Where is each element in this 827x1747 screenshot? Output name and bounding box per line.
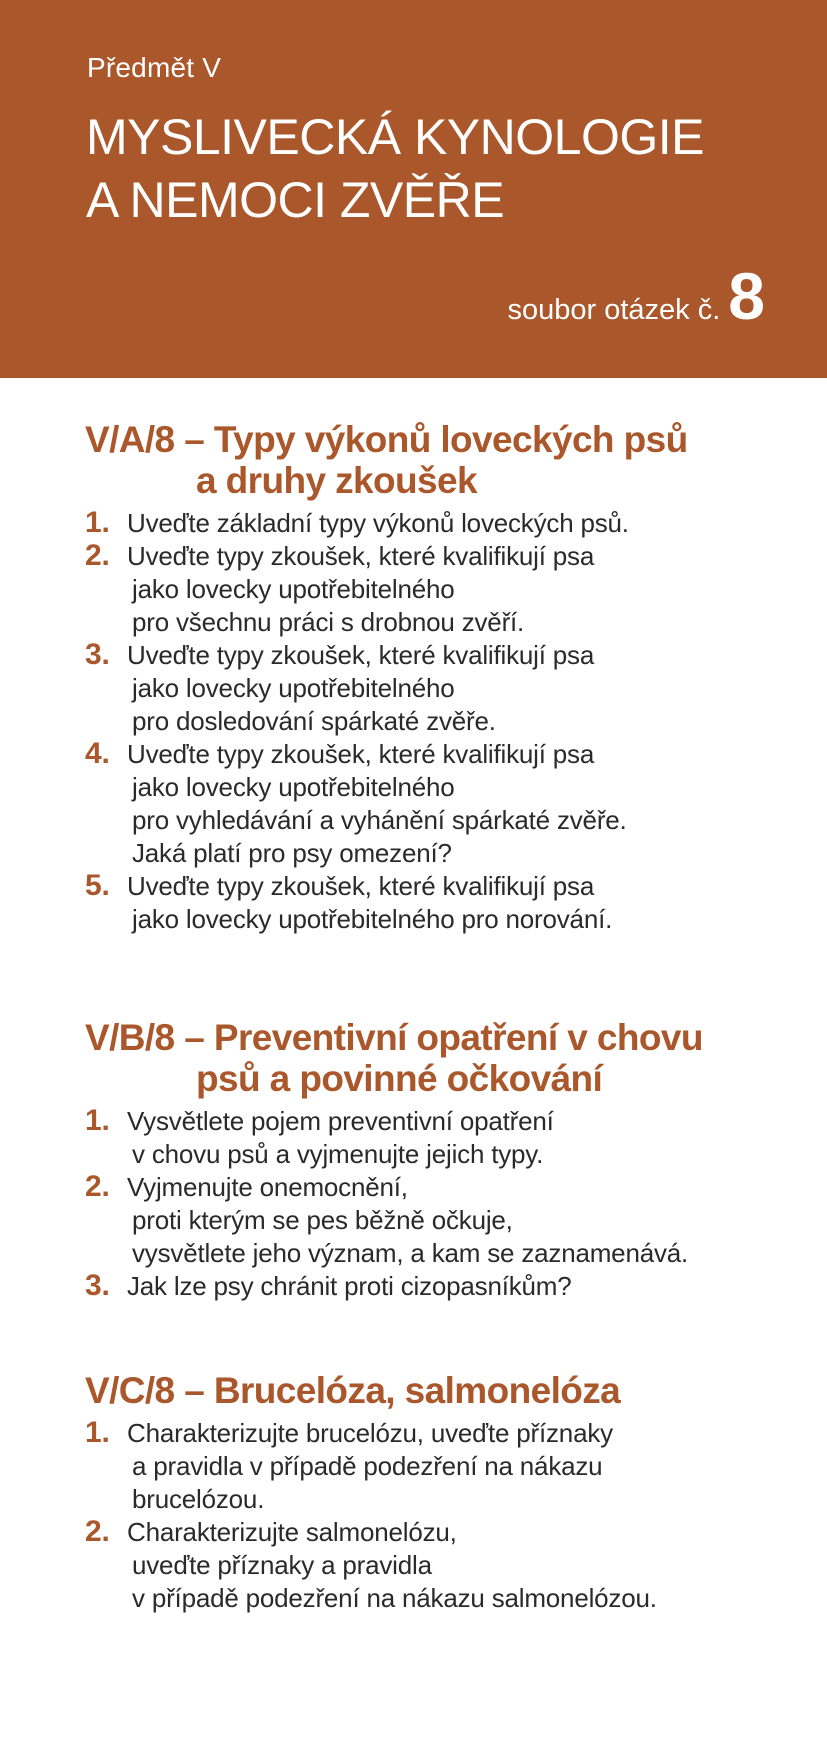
question-text-line: Jak lze psy chránit proti cizopasníkům? [127, 1271, 572, 1301]
section-title-line-1: V/A/8 – Typy výkonů loveckých psů [85, 419, 688, 460]
title-line-1: MYSLIVECKÁ KYNOLOGIE [86, 109, 704, 165]
question-text-line: pro vyhledávání a vyhánění spárkaté zvěře. [132, 805, 627, 835]
question-item [0, 1105, 827, 1171]
question-item [0, 1270, 827, 1303]
section-va8 [0, 419, 827, 936]
question-text-line: Uveďte základní typy výkonů loveckých psů. [127, 508, 629, 538]
question-text-line: Uveďte typy zkoušek, které kvalifikují psa [127, 541, 595, 571]
question-item [0, 1171, 827, 1270]
question-list [0, 1417, 827, 1615]
question-text-line: jako lovecky upotřebitelného [132, 772, 455, 802]
question-text-line: proti kterým se pes běžně očkuje, [132, 1205, 513, 1235]
question-set-label: soubor otázek č. [507, 294, 721, 326]
section-vb8 [0, 1017, 827, 1303]
section-title-line-2: a druhy zkoušek [196, 460, 477, 501]
section-title [85, 419, 827, 501]
question-set [507, 258, 765, 334]
question-number: 1. [85, 1104, 110, 1137]
section-title-line-1: V/B/8 – Preventivní opatření v chovu [85, 1017, 703, 1058]
question-text-line: Vysvětlete pojem preventivní opatření [127, 1106, 554, 1136]
page-title [86, 106, 704, 232]
question-item [0, 540, 827, 639]
question-item [0, 639, 827, 738]
question-text-line: Uveďte typy zkoušek, které kvalifikují psa [127, 640, 595, 670]
question-number: 4. [85, 737, 110, 770]
question-text-line: v chovu psů a vyjmenujte jejich typy. [132, 1139, 544, 1169]
question-text-line: jako lovecky upotřebitelného [132, 673, 455, 703]
section-vc8 [0, 1370, 827, 1615]
question-text-line: Charakterizujte salmonelózu, [127, 1517, 457, 1547]
question-text-line: brucelózou. [132, 1484, 265, 1514]
section-title [85, 1017, 827, 1099]
header-banner [0, 0, 827, 378]
question-text-line: Charakterizujte brucelózu, uveďte příznaky [127, 1418, 613, 1448]
question-item [0, 507, 827, 540]
question-text-line: uveďte příznaky a pravidla [132, 1550, 432, 1580]
question-number: 2. [85, 539, 110, 572]
question-number: 2. [85, 1515, 110, 1548]
question-text-line: v případě podezření na nákazu salmonelózou. [132, 1583, 657, 1613]
question-item [0, 870, 827, 936]
question-number: 3. [85, 638, 110, 671]
question-text-line: Jaká platí pro psy omezení? [132, 838, 452, 868]
subject-label: Předmět V [87, 52, 222, 83]
question-text-line: Uveďte typy zkoušek, které kvalifikují psa [127, 871, 595, 901]
question-text-line: pro dosledování spárkaté zvěře. [132, 706, 496, 736]
question-text-line: Uveďte typy zkoušek, které kvalifikují psa [127, 739, 595, 769]
title-line-2: A NEMOCI ZVĚŘE [86, 172, 505, 228]
question-number: 2. [85, 1170, 110, 1203]
question-text-line: vysvětlete jeho význam, a kam se zaznamenává. [132, 1238, 689, 1268]
question-number: 1. [85, 506, 110, 539]
question-item [0, 738, 827, 870]
question-text-line: a pravidla v případě podezření na nákazu [132, 1451, 603, 1481]
question-item [0, 1417, 827, 1516]
question-text-line: Vyjmenujte onemocnění, [127, 1172, 408, 1202]
question-number: 1. [85, 1416, 110, 1449]
question-number: 3. [85, 1269, 110, 1302]
section-title-line-1: V/C/8 – Brucelóza, salmonelóza [85, 1370, 621, 1411]
question-text-line: jako lovecky upotřebitelného pro norování. [132, 904, 613, 934]
question-set-number: 8 [728, 259, 765, 333]
section-title [85, 1370, 827, 1411]
question-list [0, 1105, 827, 1303]
question-list [0, 507, 827, 936]
question-number: 5. [85, 869, 110, 902]
question-item [0, 1516, 827, 1615]
question-text-line: pro všechnu práci s drobnou zvěří. [132, 607, 525, 637]
question-text-line: jako lovecky upotřebitelného [132, 574, 455, 604]
section-title-line-2: psů a povinné očkování [196, 1058, 603, 1099]
